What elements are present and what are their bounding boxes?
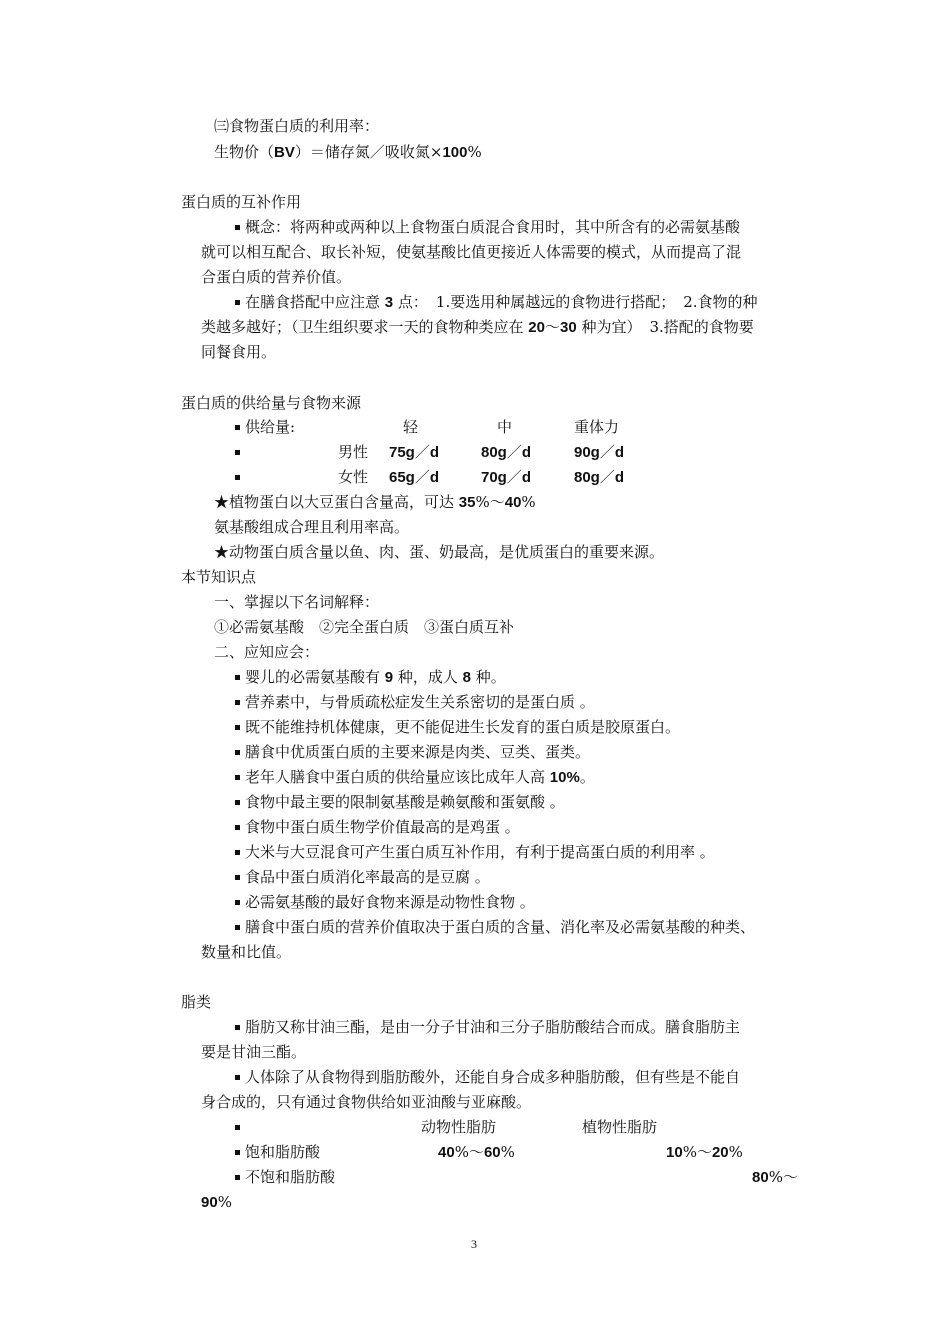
concept-line-1: 概念：将两种或两种以上食物蛋白质混合食用时，其中所含有的必需氨基酸 bbox=[235, 216, 740, 238]
list-item: 老年人膳食中蛋白质的供给量应该比成年人高 10%。 bbox=[235, 766, 595, 789]
amino-note: 氨基酸组成合理且利用率高。 bbox=[214, 518, 410, 536]
bullet-icon bbox=[235, 1150, 240, 1155]
female-light: 65g／d bbox=[389, 468, 440, 486]
male-mid: 80g／d bbox=[481, 443, 532, 461]
saturated-animal: 40%～60% bbox=[438, 1143, 515, 1161]
female-mid: 70g／d bbox=[481, 468, 532, 486]
list-item: 膳食中蛋白质的营养价值取决于蛋白质的含量、消化率及必需氨基酸的种类、 bbox=[235, 916, 755, 938]
bullet-icon bbox=[235, 850, 240, 855]
list-item: 膳食中优质蛋白质的主要来源是肉类、豆类、蛋类。 bbox=[235, 741, 590, 763]
bullet-icon bbox=[235, 1125, 240, 1130]
col-heavy: 重体力 bbox=[574, 418, 620, 436]
lipids-p2-line-2: 身合成的，只有通过食物供给如亚油酸与亚麻酸。 bbox=[201, 1093, 532, 1111]
female-heavy: 80g／d bbox=[574, 468, 625, 486]
unsaturated-value-end: 90% bbox=[201, 1193, 232, 1211]
bullet-icon bbox=[235, 900, 240, 905]
bullet-icon bbox=[235, 700, 240, 705]
bullet-icon bbox=[235, 225, 240, 230]
bullet-icon bbox=[235, 675, 240, 680]
list-item: 食物中最主要的限制氨基酸是赖氨酸和蛋氨酸 。 bbox=[235, 791, 565, 813]
knowledge-terms: ①必需氨基酸 ②完全蛋白质 ③蛋白质互补 bbox=[214, 618, 515, 636]
concept-line-3: 合蛋白质的营养价值。 bbox=[201, 268, 352, 286]
note-line-1: 在膳食搭配中应注意 3 点： 1.要选用种属越远的食物进行搭配； 2.食物的种 bbox=[235, 291, 758, 314]
bullet-icon bbox=[235, 875, 240, 880]
list-item: 婴儿的必需氨基酸有 9 种，成人 8 种。 bbox=[235, 666, 506, 689]
note-line-3: 同餐食用。 bbox=[201, 343, 277, 361]
lipids-title: 脂类 bbox=[181, 993, 212, 1011]
bullet-icon bbox=[235, 750, 240, 755]
complement-title: 蛋白质的互补作用 bbox=[181, 193, 302, 211]
unsaturated-value-start: 80%～ bbox=[752, 1168, 798, 1186]
list-item: 食品中蛋白质消化率最高的是豆腐 。 bbox=[235, 866, 490, 888]
lipids-p1-line-1: 脂肪又称甘油三酯，是由一分子甘油和三分子脂肪酸结合而成。膳食脂肪主 bbox=[235, 1016, 740, 1038]
plant-protein: ★植物蛋白以大豆蛋白含量高，可达 35%～40% bbox=[214, 493, 536, 511]
bullet-icon bbox=[235, 1025, 240, 1030]
animal-protein: ★动物蛋白质含量以鱼、肉、蛋、奶最高，是优质蛋白的重要来源。 bbox=[214, 543, 665, 561]
bullet-icon bbox=[235, 775, 240, 780]
knowledge-title: 本节知识点 bbox=[181, 568, 257, 586]
section-heading: ㈢食物蛋白质的利用率： bbox=[214, 117, 380, 135]
list-item-continued: 数量和比值。 bbox=[201, 943, 292, 961]
unsaturated-label: 不饱和脂肪酸 bbox=[235, 1166, 335, 1188]
knowledge-part2: 二、应知应会： bbox=[214, 643, 320, 661]
bullet-icon bbox=[235, 425, 240, 430]
bullet-icon bbox=[235, 1175, 240, 1180]
knowledge-part1: 一、掌握以下名词解释： bbox=[214, 593, 380, 611]
female-label: 女性 bbox=[338, 468, 369, 486]
lipids-p2-line-1: 人体除了从食物得到脂肪酸外，还能自身合成多种脂肪酸，但有些是不能自 bbox=[235, 1066, 740, 1088]
bullet-icon bbox=[235, 725, 240, 730]
male-label: 男性 bbox=[338, 443, 369, 461]
lipids-p1-line-2: 要是甘油三酯。 bbox=[201, 1043, 307, 1061]
list-item: 食物中蛋白质生物学价值最高的是鸡蛋 。 bbox=[235, 816, 520, 838]
male-heavy: 90g／d bbox=[574, 443, 625, 461]
saturated-label: 饱和脂肪酸 bbox=[235, 1141, 320, 1163]
col-light: 轻 bbox=[403, 418, 419, 436]
list-item: 必需氨基酸的最好食物来源是动物性食物 。 bbox=[235, 891, 535, 913]
list-item: 大米与大豆混食可产生蛋白质互补作用，有利于提高蛋白质的利用率 。 bbox=[235, 841, 715, 863]
male-light: 75g／d bbox=[389, 443, 440, 461]
list-item: 营养素中，与骨质疏松症发生关系密切的是蛋白质 。 bbox=[235, 691, 595, 713]
col-mid: 中 bbox=[497, 418, 513, 436]
male-bullet bbox=[235, 441, 245, 463]
concept-line-2: 就可以相互配合、取长补短，使氨基酸比值更接近人体需要的模式，从而提高了混 bbox=[201, 243, 742, 261]
supply-label: 供给量: bbox=[235, 416, 295, 438]
saturated-plant: 10%～20% bbox=[666, 1143, 743, 1161]
bullet-icon bbox=[235, 450, 240, 455]
note-line-2: 类越多越好；（卫生组织要求一天的食物种类应在 20～30 种为宜） 3.搭配的食物要 bbox=[201, 318, 754, 336]
col-animal-fat: 动物性脂肪 bbox=[421, 1118, 497, 1136]
bullet-icon bbox=[235, 925, 240, 930]
list-item: 既不能维持机体健康，更不能促进生长发育的蛋白质是胶原蛋白。 bbox=[235, 716, 680, 738]
lipids-header-bullet bbox=[235, 1116, 245, 1138]
bullet-icon bbox=[235, 825, 240, 830]
bullet-icon bbox=[235, 300, 240, 305]
page-number: 3 bbox=[471, 1237, 477, 1251]
bullet-icon bbox=[235, 1075, 240, 1080]
bv-formula: 生物价（BV）＝储存氮／吸收氮×100% bbox=[214, 143, 482, 161]
col-plant-fat: 植物性脂肪 bbox=[582, 1118, 658, 1136]
bullet-icon bbox=[235, 800, 240, 805]
bullet-icon bbox=[235, 475, 240, 480]
supply-title: 蛋白质的供给量与食物来源 bbox=[181, 394, 362, 412]
female-bullet bbox=[235, 466, 245, 488]
